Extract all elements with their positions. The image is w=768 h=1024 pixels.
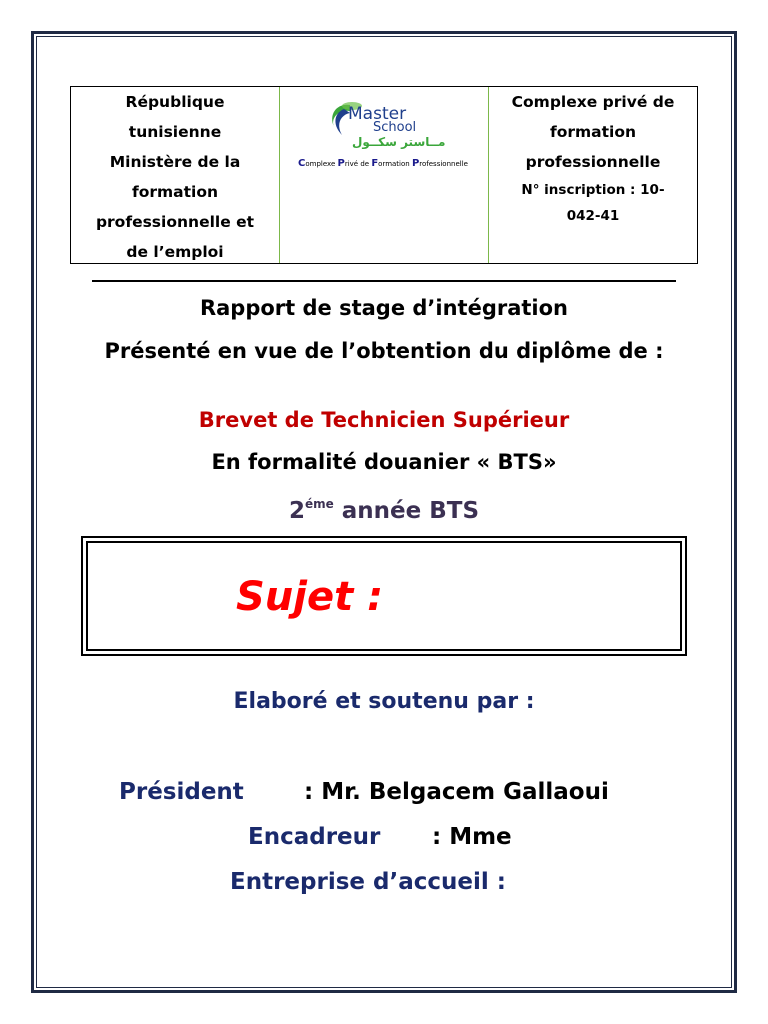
header-table bbox=[70, 86, 698, 264]
logo-school-text: School bbox=[373, 120, 417, 135]
subject-box bbox=[86, 541, 682, 651]
logo-cpfp-text: Complexe Privé de Formation Professionnelle bbox=[298, 158, 468, 169]
header-right-line: formation bbox=[549, 123, 637, 141]
master-school-logo bbox=[290, 97, 480, 177]
header-left-cell bbox=[71, 87, 280, 263]
header-left-line: de l’emploi bbox=[126, 243, 224, 261]
logo-arabic-text: مــاستر سكــول bbox=[352, 135, 446, 149]
inscription-number: N° inscription : 10- bbox=[521, 182, 665, 198]
inscription-number: 042-41 bbox=[566, 208, 620, 224]
host-company-label: Entreprise d’accueil : bbox=[230, 869, 506, 895]
header-right-line: professionnelle bbox=[525, 153, 661, 171]
header-left-line: formation bbox=[131, 183, 219, 201]
header-logo-cell bbox=[280, 87, 489, 263]
header-left-line: professionnelle et bbox=[95, 213, 255, 231]
header-left-line: Ministère de la bbox=[109, 153, 241, 171]
supervisor-label: Encadreur bbox=[248, 824, 381, 850]
specialty: En formalité douanier « BTS» bbox=[211, 450, 557, 474]
diploma-name: Brevet de Technicien Supérieur bbox=[198, 408, 570, 432]
report-title: Rapport de stage d’intégration bbox=[199, 296, 569, 320]
supervisor-value: : Mme bbox=[432, 824, 512, 850]
header-left-line: République bbox=[125, 93, 225, 111]
president-value: : Mr. Belgacem Gallaoui bbox=[304, 779, 609, 805]
header-right-line: Complexe privé de bbox=[511, 93, 675, 111]
president-label: Président bbox=[119, 779, 244, 805]
logo-master-text: Master bbox=[348, 104, 407, 124]
header-left-line: tunisienne bbox=[128, 123, 222, 141]
diploma-intro: Présenté en vue de l’obtention du diplôme de : bbox=[104, 339, 664, 363]
header-right-cell bbox=[489, 87, 697, 263]
separator-line bbox=[92, 280, 676, 282]
year-label: $2^{éme}$ année BTS bbox=[288, 497, 480, 524]
subject-label: Sujet : bbox=[236, 574, 384, 620]
prepared-by-label: Elaboré et soutenu par : bbox=[233, 689, 535, 714]
